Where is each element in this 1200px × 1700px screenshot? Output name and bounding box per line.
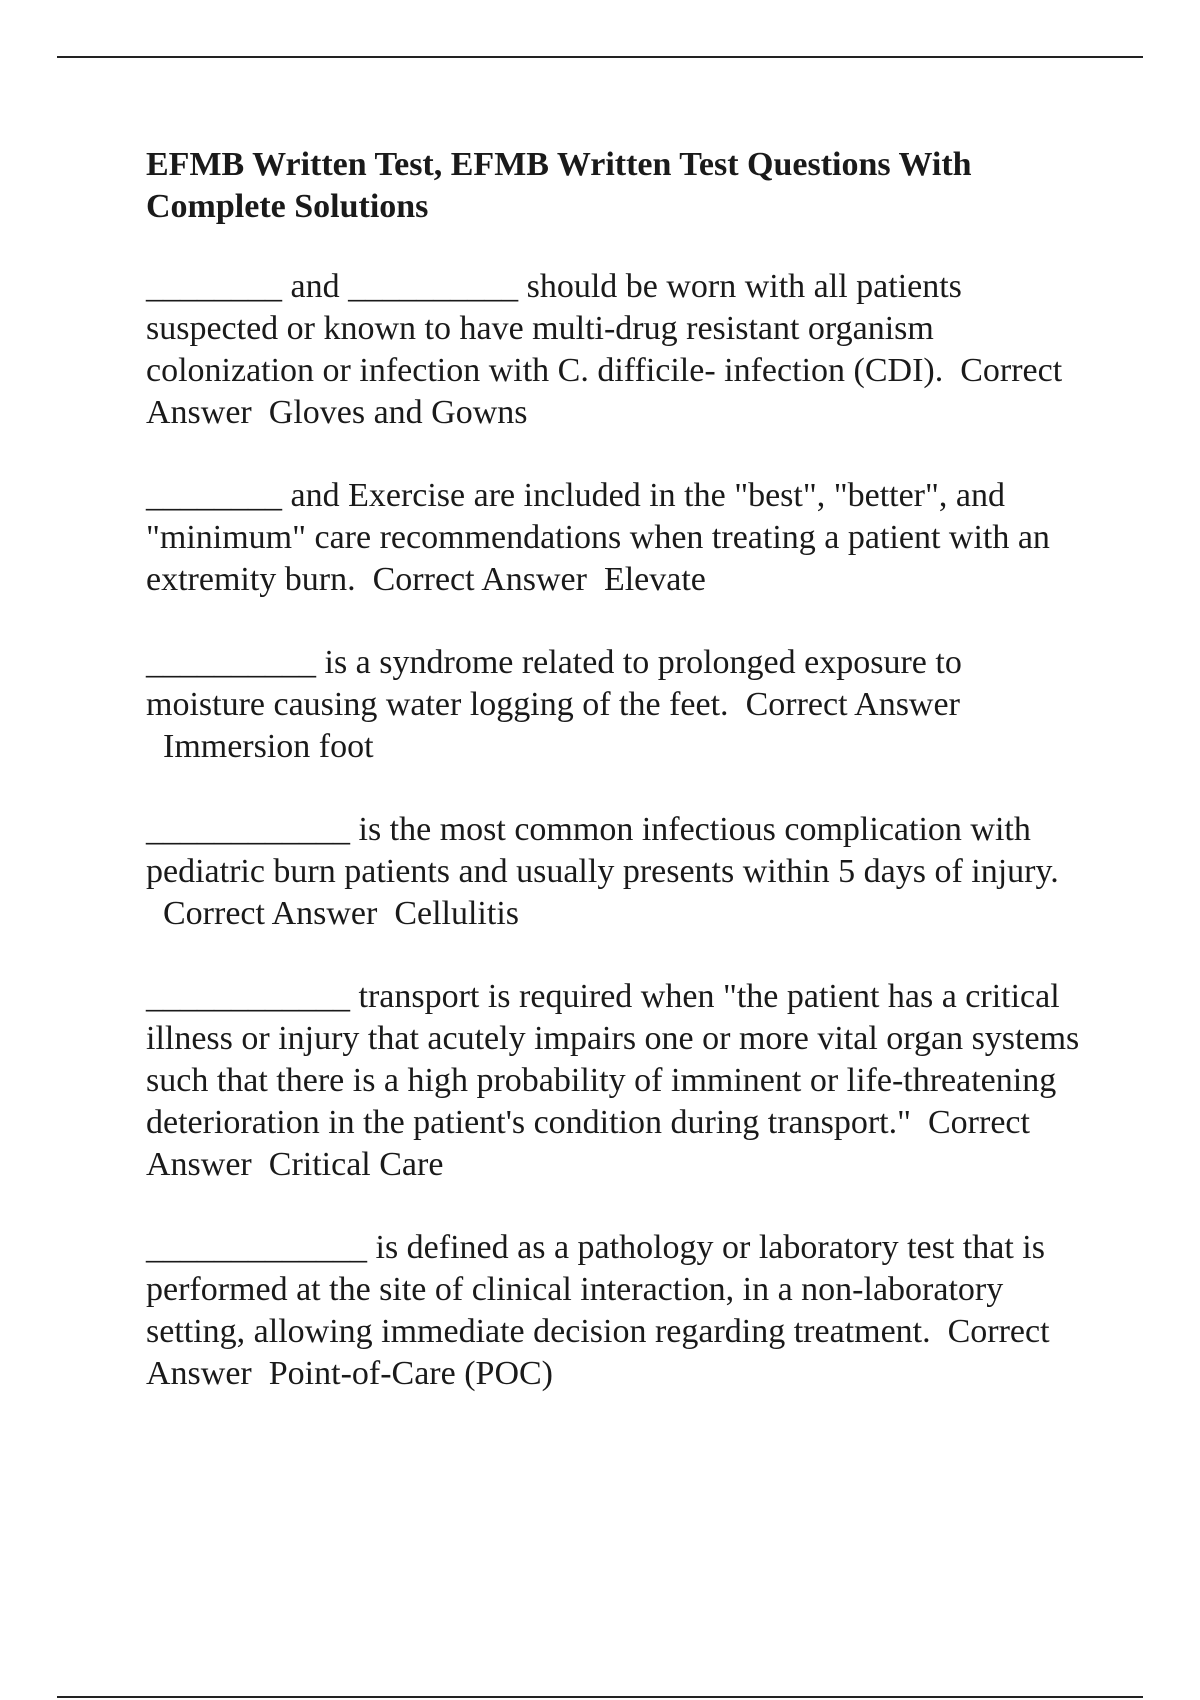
answer-label: Correct Answer [146, 1104, 1030, 1183]
bottom-rule [57, 1696, 1143, 1698]
qa-item [146, 642, 1086, 768]
answer-text: Immersion foot [163, 728, 374, 765]
question-text: ________ and Exercise are included in the "best", "better", and "minimum" care recommendations when treating a patient with an extremity burn. [146, 477, 1050, 598]
qa-item [146, 1227, 1086, 1395]
question-text: ____________ is the most common infectious complication with pediatric burn patients and usually presents within 5 days of injury. [146, 811, 1059, 890]
question-text: __________ is a syndrome related to prolonged exposure to moisture causing water logging of the feet. [146, 644, 962, 723]
qa-item [146, 475, 1086, 601]
qa-item [146, 809, 1086, 935]
answer-label: Correct Answer [146, 1313, 1050, 1392]
answer-label: Correct Answer [163, 895, 378, 932]
answer-text: Critical Care [268, 1146, 444, 1183]
question-text: _____________ is defined as a pathology or laboratory test that is performed at the site of clinical interaction, in a non-laboratory setting, allowing immediate decision regarding treatment. [146, 1229, 1045, 1350]
answer-label: Correct Answer [146, 352, 1063, 431]
document-title: EFMB Written Test, EFMB Written Test Questions With Complete Solutions [146, 146, 972, 225]
answer-text: Cellulitis [394, 895, 520, 932]
answer-text: Gloves and Gowns [268, 394, 528, 431]
answer-label: Correct Answer [372, 561, 587, 598]
answer-text: Point-of-Care (POC) [268, 1355, 554, 1392]
top-rule [57, 56, 1143, 58]
question-text: ________ and __________ should be worn with all patients suspected or known to have multi-drug resistant organism colonization or infection with C. difficile- infection (CDI). [146, 268, 962, 389]
document-body [146, 144, 1086, 1395]
answer-text: Elevate [603, 561, 706, 598]
question-text: ____________ transport is required when "the patient has a critical illness or injury that acutely impairs one or more vital organ systems such that there is a high probability of imminent or life-threatening deterioration in the patient's condition during transport." [146, 978, 1080, 1141]
qa-item [146, 266, 1086, 434]
qa-item [146, 976, 1086, 1186]
answer-label: Correct Answer [745, 686, 960, 723]
